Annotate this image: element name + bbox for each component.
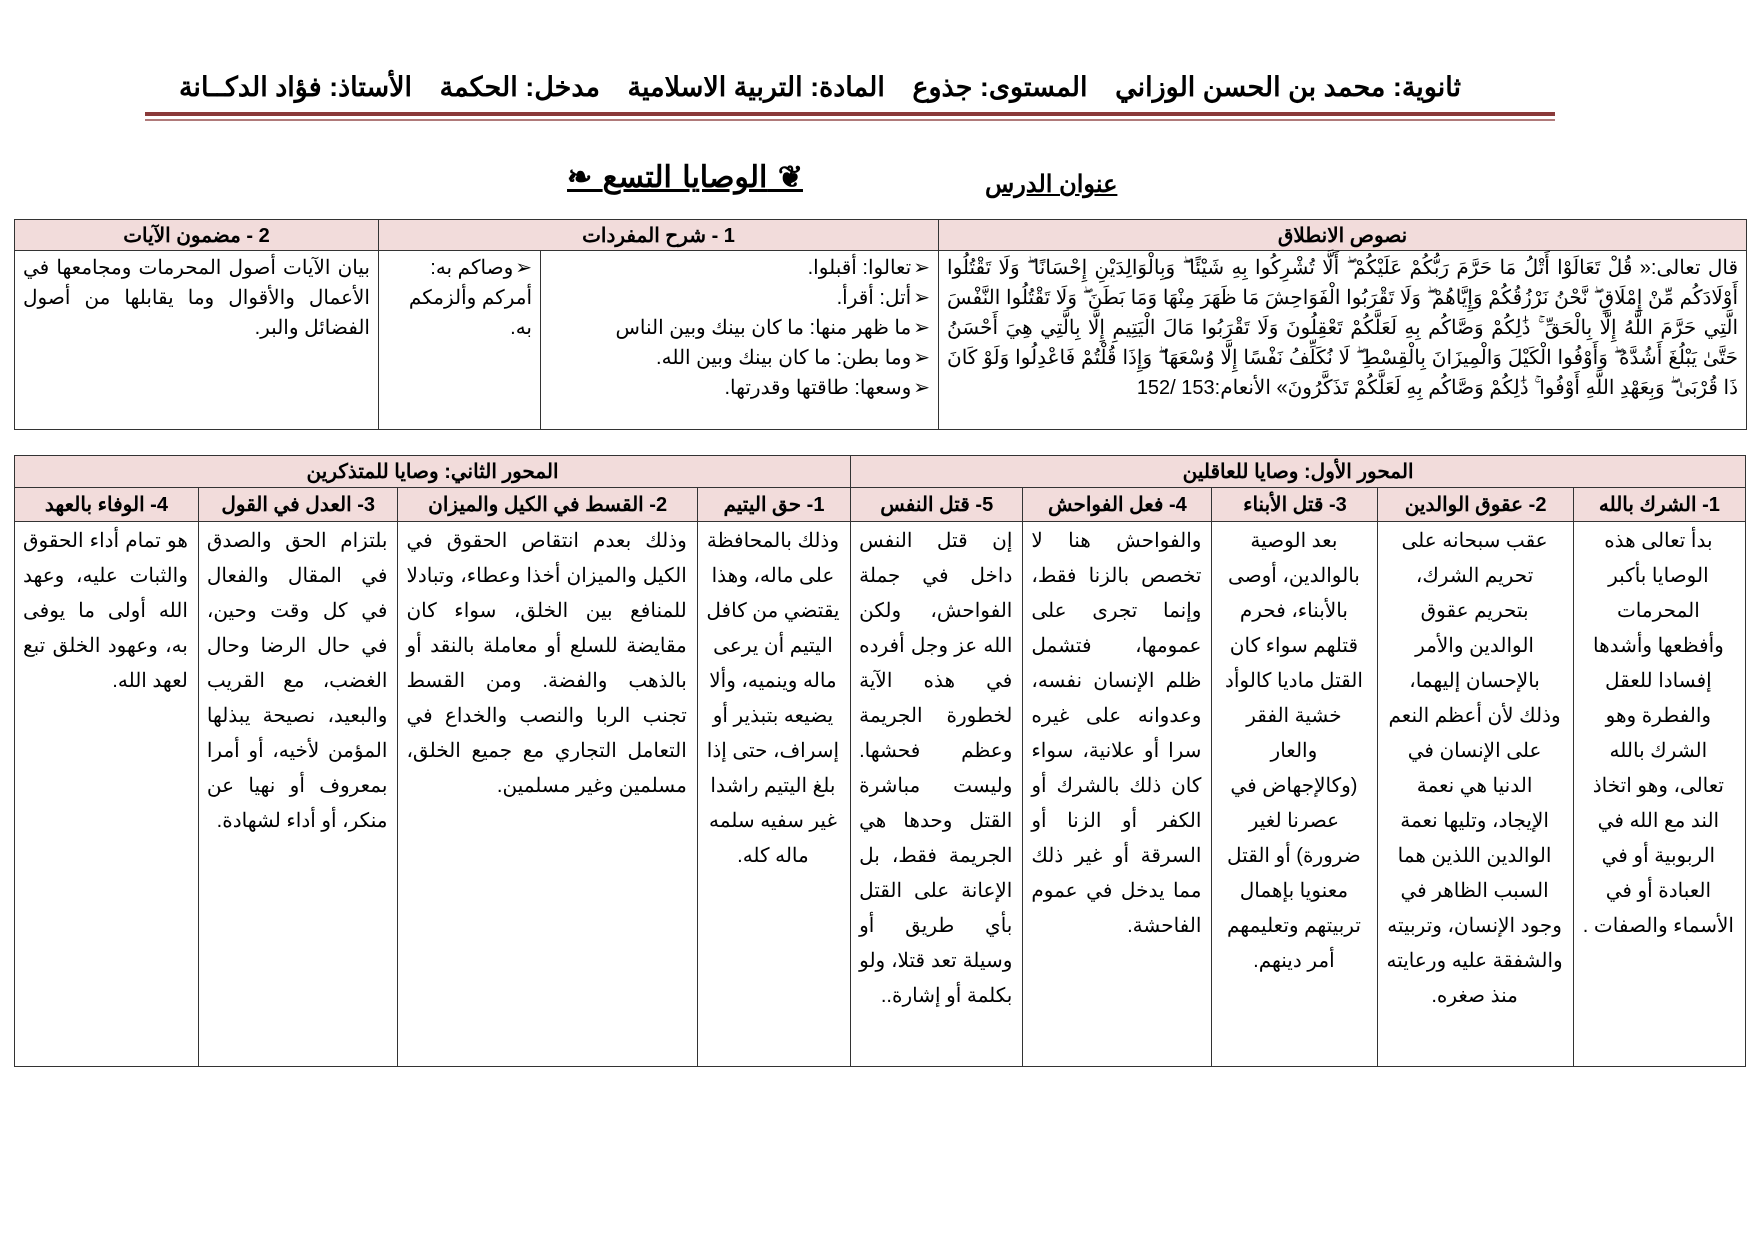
vocab-item: ➢ أتل: أقرأ. (549, 283, 930, 313)
header-divider-thin (145, 119, 1555, 121)
vocab-item: ➢ تعالوا: أقبلوا. (549, 253, 930, 283)
axis1-col-text: إن قتل النفس داخل في جملة الفواحش، ولكن الله عز وجل أفرده في هذه الآية لخطورة الجريمة وعظم فحشها. وليست مباشرة القتل وحدها هي الجريمة فقط، بل الإعانة على القتل بأي طريق أو وسيلة تعد قتلا، ولو بكلمة أو إشارة.. (851, 522, 1023, 1067)
axis1-col-title: 3- قتل الأبناء (1212, 488, 1378, 522)
axis1-col-title: 5- قتل النفس (851, 488, 1023, 522)
flourish-left-icon: ❧ (567, 160, 603, 195)
axis2-col-text: وذلك بالمحافظة على ماله، وهذا يقتضي من كافل اليتيم أن يرعى ماله وينميه، وألا يضيعه بتبذير أو إسراف، حتى إذا بلغ اليتيم راشدا غير سفيه سلمه ماله كله. (697, 522, 850, 1067)
axis2-col-text: بلتزام الحق والصدق في المقال والفعال في كل وقت وحين، في حال الرضا وحال الغضب، مع القريب والبعيد، نصيحة يبذلها المؤمن لأخيه، أو أمرا بمعروف أو نهيا عن منكر، أو أداء لشهادة. (198, 522, 398, 1067)
quran-reference: 152/ 153 (1136, 377, 1215, 399)
quran-text: قال تعالى:« قُلْ تَعَالَوْا أَتْلُ مَا حَرَّمَ رَبُّكُمْ عَلَيْكُمْ ۖ أَلَّا تُشْرِكُوا بِهِ شَيْئًا ۖ وَبِالْوَالِدَيْنِ إِحْسَانًا ۖ وَلَا تَقْتُلُوا أَوْلَادَكُم مِّنْ إِمْلَاقٍ ۖ نَّحْنُ نَرْزُقُكُمْ وَإِيَّاهُمْ ۖ وَلَا تَقْرَبُوا الْفَوَاحِشَ مَا ظَهَرَ مِنْهَا وَمَا بَطَنَ ۖ وَلَا تَقْتُلُوا النَّفْسَ الَّتِي حَرَّمَ اللَّهُ إِلَّا بِالْحَقِّ ۚ ذَٰلِكُمْ وَصَّاكُم بِهِ لَعَلَّكُمْ تَعْقِلُونَ وَلَا تَقْرَبُوا مَالَ الْيَتِيمِ إِلَّا بِالَّتِي هِيَ أَحْسَنُ حَتَّىٰ يَبْلُغَ أَشُدَّهُ ۖ وَأَوْفُوا الْكَيْلَ وَالْمِيزَانَ بِالْقِسْطِ ۖ لَا نُكَلِّفُ نَفْسًا إِلَّا وُسْعَهَا ۖ وَإِذَا قُلْتُمْ فَاعْدِلُوا وَلَوْ كَانَ ذَا قُرْبَىٰ ۖ وَبِعَهْدِ اللَّهِ أَوْفُوا ۚ ذَٰلِكُمْ وَصَّاكُم بِهِ لَعَلَّكُمْ تَذَكَّرُونَ» الأنعام: (947, 257, 1739, 399)
subject: المادة: التربية الاسلامية (627, 72, 885, 102)
vocab-item: ➢ ما ظهر منها: ما كان بينك وبين الناس (549, 313, 930, 343)
axis1-col-text: بعد الوصية بالوالدين، أوصى بالأبناء، فحرم قتلهم سواء كان القتل ماديا كالوأد خشية الفقر والعار (وكالإجهاض في عصرنا لغير ضرورة) أو القتل معنويا بإهمال تربيتهم وتعليمهم أمر دينهم. (1212, 522, 1378, 1067)
axis1-title: المحور الأول: وصايا للعاقلين (851, 456, 1746, 488)
vocab-item: ➢ وما بطن: ما كان بينك وبين الله. (549, 343, 930, 373)
intro-table (14, 219, 1747, 430)
axis1-col-text: بدأ تعالى هذه الوصايا بأكبر المحرمات وأفظعها وأشدها إفسادا للعقل والفطرة وهو الشرك بالله تعالى، وهو اتخاذ الند مع الله في الربوبية أو في العبادة أو في الأسماء والصفات . (1573, 522, 1745, 1067)
unit: مدخل: الحكمة (439, 72, 600, 102)
lesson-title: ❦ الوصايا التسع ❧ (567, 160, 803, 195)
level: المستوى: جذوع (912, 72, 1088, 102)
axis1-col-text: والفواحش هنا لا تخصص بالزنا فقط، وإنما تجرى على عمومها، فتشمل ظلم الإنسان نفسه، وعدوانه على غيره سرا أو علانية، سواء كان ذلك بالشرك أو الكفر أو الزنا أو السرقة أو غير ذلك مما يدخل في عموم الفاحشة. (1023, 522, 1212, 1067)
axis2-col-title: 1- حق اليتيم (697, 488, 850, 522)
axis1-col-title: 1- الشرك بالله (1573, 488, 1745, 522)
document-header (150, 72, 1490, 103)
teacher: الأستاذ: فؤاد الدكــانة (178, 72, 413, 102)
quran-text-cell (939, 251, 1747, 430)
axis1-col-title: 4- فعل الفواحش (1023, 488, 1212, 522)
school-name: ثانوية: محمد بن الحسن الوزاني (1115, 72, 1462, 102)
header-divider (145, 112, 1555, 116)
axis2-title: المحور الثاني: وصايا للمتذكرين (15, 456, 851, 488)
vocab-item: ➢ وسعها: طاقتها وقدرتها. (549, 373, 930, 403)
axis2-col-title: 4- الوفاء بالعهد (15, 488, 199, 522)
axis1-col-text: عقب سبحانه على تحريم الشرك، بتحريم عقوق الوالدين والأمر بالإحسان إليهما، وذلك لأن أعظم النعم على الإنسان في الدنيا هي نعمة الإيجاد، وتليها نعمة الوالدين اللذين هما السبب الظاهر في وجود الإنسان، وتربيته والشفقة عليه ورعايته منذ صغره. (1378, 522, 1573, 1067)
flourish-right-icon: ❦ (767, 160, 803, 195)
vocab-list (541, 251, 939, 430)
vocab-meaning: أمركم وألزمكم به. (408, 287, 533, 339)
content-summary: بيان الآيات أصول المحرمات ومجامعها في الأعمال والأقوال وما يقابلها من أصول الفضائل والبر. (15, 251, 379, 430)
lesson-title-label: عنوان الدرس (985, 171, 1118, 198)
header-texts: نصوص الانطلاق (939, 220, 1747, 251)
axes-table (14, 455, 1746, 1067)
header-content: 2 - مضمون الآيات (15, 220, 379, 251)
axis2-col-text: وذلك بعدم انتقاص الحقوق في الكيل والميزان أخذا وعطاء، وتبادلا للمنافع بين الخلق، سواء كان مقايضة للسلع أو معاملة بالنقد أو بالذهب والفضة. ومن القسط تجنب الربا والنصب والخداع في التعامل التجاري مع جميع الخلق، مسلمين وغير مسلمين. (398, 522, 697, 1067)
axis2-col-title: 2- القسط في الكيل والميزان (398, 488, 697, 522)
axis2-col-title: 3- العدل في القول (198, 488, 398, 522)
vocab-term: ➢ وصاكم به: (387, 253, 532, 283)
header-vocab: 1 - شرح المفردات (379, 220, 939, 251)
axis1-col-title: 2- عقوق الوالدين (1378, 488, 1573, 522)
vocab-list-2 (379, 251, 541, 430)
axis2-col-text: هو تمام أداء الحقوق والثبات عليه، وعهد الله أولى ما يوفى به، وعهود الخلق تبع لعهد الله. (15, 522, 199, 1067)
